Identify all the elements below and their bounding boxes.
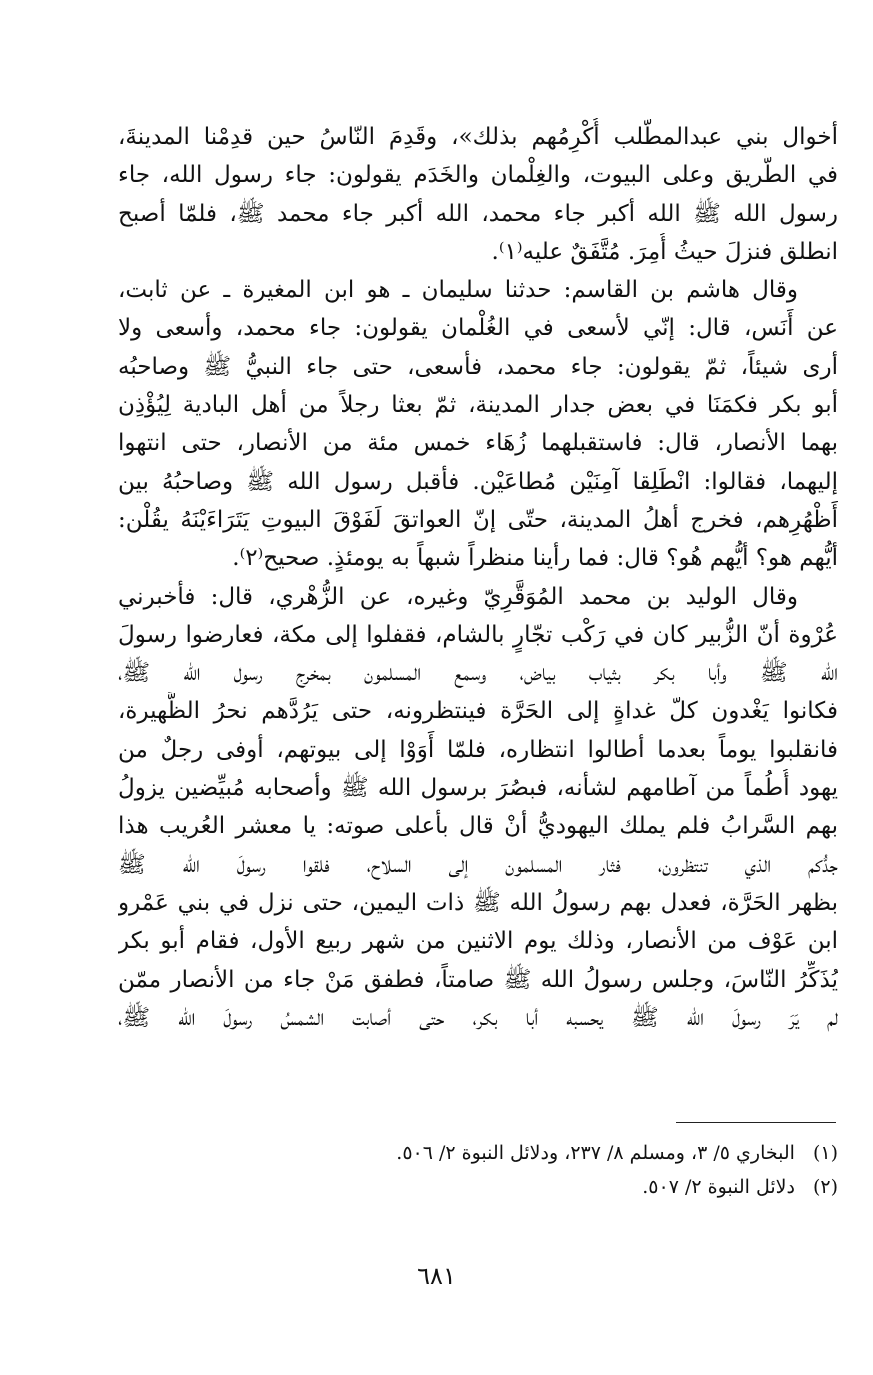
footnote-text: البخاري ٥/ ٣، ومسلم ٨/ ٢٣٧، ودلائل النبوة ٢/ ٥٠٦. bbox=[396, 1142, 795, 1164]
text-line: انطلق فنزلَ حيثُ أُمِرَ. مُتَّفَقٌ عليه⁽١⁾. bbox=[491, 238, 838, 265]
footnotes bbox=[118, 1136, 838, 1204]
text-line: أَظْهُرِهم، فخرج أهلُ المدينة، حتّى إنّ العواتقَ لَفَوْقَ البيوتِ يَتَرَاءَيْنَهُ يقُلْن: bbox=[118, 506, 838, 533]
text-line: في الطّريق وعلى البيوت، والغِلْمان والخَدَم يقولون: جاء رسول الله، جاء bbox=[118, 162, 838, 189]
text-line: أيُّهم هو؟ أيُّهم هُو؟ قال: فما رأينا منظراً شبهاً به يومئذٍ. صحيح⁽٢⁾. bbox=[232, 545, 838, 572]
text-line: وقال هاشم بن القاسم: حدثنا سليمان ـ هو ابن المغيرة ـ عن ثابت، bbox=[118, 277, 798, 304]
text-line: رسول الله ﷺ الله أكبر جاء محمد، الله أكبر جاء محمد ﷺ، فلمّا أصبح bbox=[118, 200, 838, 227]
text-line: بظهر الحَرَّة، فعدل بهم رسولُ الله ﷺ ذات اليمين، حتى نزل في بني عَمْرو bbox=[118, 889, 838, 916]
text-line: يُذَكِّرُ النّاسَ، وجلس رسولُ الله ﷺ صامتاً، فطفق مَنْ جاء من الأنصار ممّن bbox=[118, 966, 838, 993]
footnote-divider bbox=[676, 1122, 836, 1123]
footnote-2 bbox=[118, 1170, 838, 1204]
footnote-number: (٢) bbox=[812, 1176, 838, 1198]
text-line: إليهما، فقالوا: انْطَلِقا آمِنَيْن مُطاعَيْن. فأقبل رسول الله ﷺ وصاحبُهُ بين bbox=[118, 468, 838, 495]
text-line: فكانوا يَغْدون كلّ غداةٍ إلى الحَرَّة فينتظرونه، حتى يَرُدَّهم نحرُ الظَّهيرة، bbox=[118, 698, 838, 725]
text-line: عن أَنَس، قال: إنّي لأسعى في الغُلْمان يقولون: جاء محمد، وأسعى ولا bbox=[118, 315, 838, 342]
text-line: ابن عَوْف من الأنصار، وذلك يوم الاثنين من شهر ربيع الأول، فقام أبو بكر bbox=[118, 928, 838, 955]
page-number: ٦٨١ bbox=[417, 1262, 456, 1290]
text-line: أخوال بني عبدالمطّلب أُكْرِمُهم بذلك»، وقَدِمَ النّاسُ حين قدِمْنا المدينةَ، bbox=[118, 124, 838, 150]
footnote-text: دلائل النبوة ٢/ ٥٠٧. bbox=[642, 1176, 795, 1198]
main-text bbox=[118, 118, 838, 1037]
text-line: أبو بكر فكمَنَا في بعض جدار المدينة، ثمّ بعثا رجلاً من أهل البادية لِيُؤْذِن bbox=[118, 392, 838, 419]
text-line: أرى شيئاً، ثمّ يقولون: جاء محمد، فأسعى، حتى جاء النبيُّ ﷺ وصاحبُه bbox=[118, 353, 838, 380]
text-line: عُرْوة أنّ الزُّبير كان في رَكْب تجّارٍ بالشام، فقفلوا إلى مكة، فعارضوا رسولَ bbox=[118, 621, 838, 648]
text-line: بهم السَّرابُ فلم يملك اليهوديُّ أنْ قال بأعلى صوته: يا معشر العُريب هذا bbox=[118, 813, 838, 840]
footnote-number: (١) bbox=[812, 1142, 838, 1164]
text-line: وقال الوليد بن محمد المُوَقَّرِيّ وغيره، عن الزُّهْري، قال: فأخبرني bbox=[118, 583, 798, 610]
text-line: جدُّكم الذي تنتظرون، فثار المسلمون إلى السلاح، فلقوا رسولَ الله ﷺ bbox=[118, 851, 838, 878]
text-line: لم يَرَ رسولَ الله ﷺ يحسبه أبا بكر، حتى أصابت الشمسُ رسولَ الله ﷺ، bbox=[118, 1004, 838, 1031]
text-line: يهود أُطُماً من آطامهم لشأنه، فبصُرَ برسول الله ﷺ وأصحابه مُبيِّضين يزولُ bbox=[118, 775, 838, 802]
text-line: فانقلبوا يوماً بعدما أطالوا انتظاره، فلمّا أَوَوْا إلى بيوتهم، أوفى رجلٌ من bbox=[118, 736, 838, 763]
text-line: الله ﷺ وأبا بكر بثياب بياض، وسمع المسلمون بمخرج رسول الله ﷺ، bbox=[118, 660, 838, 687]
footnote-1 bbox=[118, 1136, 838, 1170]
text-line: بهما الأنصار، قال: فاستقبلهما زُهَاء خمس مئة من الأنصار، حتى انتهوا bbox=[118, 430, 838, 457]
